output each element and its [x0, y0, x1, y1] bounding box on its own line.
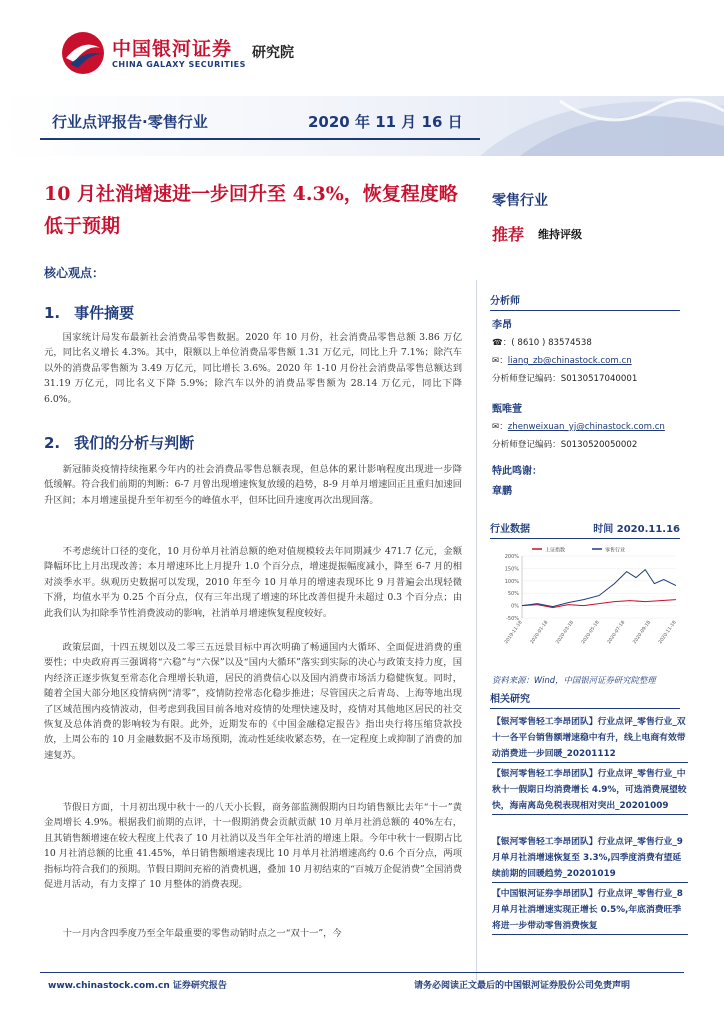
- rating: 推荐: [492, 225, 525, 244]
- paragraph: 节假日方面，十月初出现中秋十一的八天小长假，商务部监测假期内日均销售额比去年“十一”黄金周增长 4.9%。根据我们前期的点评，十一假期消费会贡献贡献 10 月单月社消总额的 40%左右，且其销售额增速在较大程度上代表了 10 月社消以及当年全年社消的增速上限。今年中秋十一假期占比 10 月社消总额的比重 41.45%，单日销售额增速表现比 10 月单月社消增速高约 0.6 个百分点，两项指标均符合我们的预期。节假日期间充裕的消费机遇，叠加 10 月初结束的“百城万企促消费”全国消费促进月活动，有力支撑了 10 月整体的消费表现。: [44, 802, 462, 891]
- mail-icon: ✉：: [492, 356, 508, 366]
- related-report[interactable]: 【银河零售轻工李昂团队】行业点评_零售行业_中秋十一假期日均消费增长 4.9%，可选消费展望较快，海南离岛免税表现相对突出_20201009: [492, 766, 688, 815]
- analyst-email-row: [492, 354, 632, 366]
- y-tick-label: 200%: [504, 554, 519, 560]
- logo-mark: [60, 30, 106, 76]
- analyst-phone: ☎：( 8610 ) 83574538: [492, 338, 592, 348]
- report-type: 行业点评报告·零售行业: [52, 113, 208, 131]
- analyst-name: 甄唯萱: [492, 404, 522, 415]
- analyst-name: 李昂: [492, 320, 512, 331]
- y-tick-label: 50%: [507, 591, 519, 598]
- core-view-label: 核心观点：: [44, 266, 105, 280]
- acknowledgement-name: 章鹏: [492, 486, 512, 497]
- industry-name: 零售行业: [492, 193, 548, 209]
- y-tick-label: 0%: [511, 603, 519, 610]
- section-title: 事件摘要: [74, 304, 135, 322]
- mail-icon: ✉：: [492, 422, 508, 432]
- section-title: 我们的分析与判断: [74, 434, 195, 452]
- section-heading-2: [44, 432, 194, 453]
- paragraph: 不考虑统计口径的变化，10 月份单月社消总额的绝对值规模较去年同期减少 471.7 亿元，金额降幅环比上月出现改善；本月增速环比上月提升 1.0 个百分点，增速提振幅度减小，降至 6-7 月的相对淡季水平。纵观历史数据可以发现，2010 年至今 10 月单月的增速表现环比 9 月普遍会出现轻微下滑，均值水平为 0.25 个百分点，仅有三年出现了增速的环比改善但提升未超过 0.3 个百分点；由此我们认为扣除季节性消费波动的影响，社消单月增速恢复程度较好。: [44, 546, 462, 619]
- x-tick-label: 2020-05-18: [581, 620, 601, 646]
- performance-chart: [492, 544, 682, 666]
- section-number: 2.: [44, 434, 61, 452]
- section-heading-1: [44, 302, 134, 323]
- logo-chinese: 中国银河证券: [112, 38, 233, 60]
- related-report[interactable]: 【中国银河证券李昂团队】行业点评_零售行业_8 月单月社消增速实现正增长 0.5%,年底消费旺季将进一步带动零售消费恢复: [492, 886, 688, 935]
- related-report[interactable]: 【银河零售轻工李昂团队】行业点评_零售行业_双十一各平台销售额增速稳中有升，线上电商有效带动消费进一步回暖_20201112: [492, 714, 688, 763]
- analyst-email-link[interactable]: liang_zb@chinastock.com.cn: [507, 356, 632, 366]
- footer-divider: [40, 972, 684, 973]
- analyst-heading: 分析师: [490, 292, 680, 311]
- paragraph: 新冠肺炎疫情持续拖累今年内的社会消费品零售总额表现，但总体的累计影响程度出现进一步降低缓解。符合我们前期的判断：6-7 月曾出现增速恢复放缓的趋势，8-9 月单月增速回正且重归加速回升区间；本月增速虽提升至年初至今的峰值水平，但环比回升速度再次出现回落。: [44, 464, 462, 506]
- banner-underline: [40, 138, 480, 140]
- report-title: 10 月社消增速进一步回升至 4.3%，恢复程度略低于预期: [44, 183, 458, 237]
- data-time: 时间 2020.11.16: [593, 524, 680, 535]
- section-number: 1.: [44, 304, 61, 322]
- legend-label: 零售行业: [605, 547, 626, 554]
- x-tick-label: 2020-07-18: [606, 620, 627, 646]
- logo-department: 研究院: [252, 45, 294, 61]
- related-report[interactable]: 【银河零售轻工李昂团队】行业点评_零售行业_9 月单月社消增速恢复至 3.3%,四季度消费有望延续前期的回暖趋势_20201019: [492, 834, 688, 883]
- logo-english: CHINA GALAXY SECURITIES: [112, 60, 246, 69]
- analyst-email-link[interactable]: zhenweixuan_yj@chinastock.com.cn: [507, 422, 665, 432]
- x-tick-label: 2020-09-18: [632, 620, 652, 646]
- x-tick-label: 2020-11-18: [658, 620, 678, 646]
- analyst-email-row: [492, 420, 665, 432]
- footer-website[interactable]: www.chinastock.com.cn 证券研究报告: [48, 981, 227, 991]
- y-tick-label: 100%: [504, 578, 519, 585]
- paragraph: 政策层面，十四五规划以及二零三五远景目标中再次明确了畅通国内大循环、全面促进消费的重要性；中央政府再三强调将“六稳”与“六保”以及“国内大循环”落实到实际的决心与政策支持力度，国内经济正逐步恢复至常态化合理增长轨道，居民的消费信心以及国内消费市场活力稳健恢复。同时，随着全国大部分地区疫情病例“清零”，疫情防控常态化稳步推进；尽管国庆之后青岛、上海等地出现了区域范围内疫情波动，但考虑到我国目前各地对疫情的处理快速及时，疫情对其他地区居民的社交恢复及总体消费的影响较为有限。此外，近期发布的《中国金融稳定报告》指出央行将压缩贷款投放，上周公布的 10 月金融数据不及市场预期，流动性延续收紧态势，在一定程度上或抑制了消费的加速复苏。: [44, 642, 462, 761]
- x-tick-label: 2020-01-18: [529, 620, 550, 646]
- paragraph: 十一月内含四季度乃至全年最重要的零售动销时点之一“双十一”，今: [62, 928, 342, 939]
- x-tick-label: 2020-03-18: [555, 620, 575, 646]
- x-tick-label: 2019-11-18: [504, 620, 524, 646]
- legend-label: 上证指数: [545, 547, 566, 554]
- report-date: 2020 年 11 月 16 日: [308, 113, 463, 131]
- related-heading: 相关研究: [490, 690, 680, 709]
- industry-data-heading: [490, 520, 680, 539]
- chart-svg: [492, 544, 682, 666]
- column-separator: [476, 280, 477, 980]
- y-tick-label: -50%: [506, 616, 519, 622]
- paragraph: 国家统计局发布最新社会消费品零售数据。2020 年 10 月份，社会消费品零售总额 3.86 万亿元，同比名义增长 4.3%。其中，限额以上单位消费品零售额 1.31 万亿元，同比上升 7.1%；除汽车以外的消费品零售额为 3.49 万亿元，同比增长 3.6%。2020 年 1-10 月份社会消费品零售总额达到 31.19 万亿元，同比名义下降 5.9%；除汽车以外的消费品零售额为 28.14 万亿元，同比下降 6.0%。: [44, 332, 462, 405]
- analyst-reg: 分析师登记编码：S0130517040001: [492, 374, 638, 384]
- footer-disclaimer: 请务必阅读正文最后的中国银河证券股份公司免责声明: [414, 981, 631, 991]
- data-heading: 行业数据: [490, 524, 530, 535]
- series-line: [522, 600, 676, 608]
- analyst-reg: 分析师登记编码：S0130520050002: [492, 440, 638, 450]
- acknowledgement-label: 特此鸣谢：: [492, 466, 542, 477]
- data-source: 资料来源：Wind，中国银河证券研究院整理: [492, 675, 656, 685]
- rating-note: 维持评级: [538, 228, 582, 241]
- y-tick-label: 150%: [504, 566, 519, 573]
